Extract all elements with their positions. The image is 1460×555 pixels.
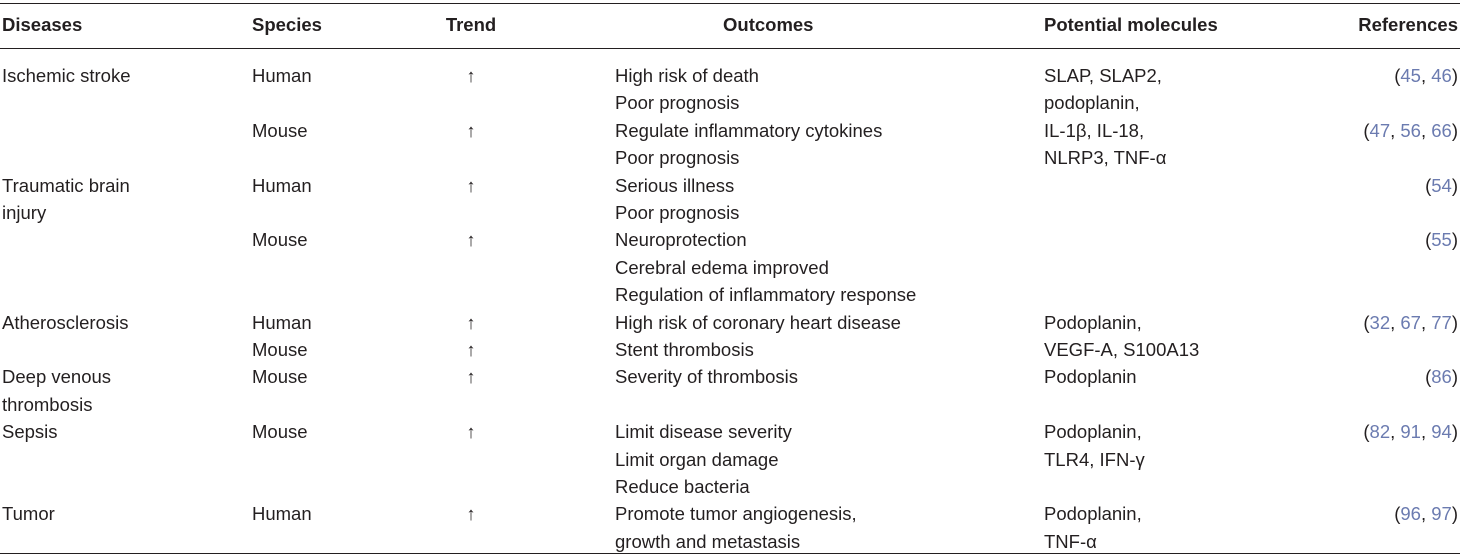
molecule-line: SLAP, SLAP2,	[1044, 65, 1162, 86]
disease-line: injury	[2, 202, 47, 223]
outcome-line: Regulate inflammatory cytokines	[615, 119, 883, 141]
molecule-line: IL-1β, IL-18,	[1044, 119, 1145, 141]
disease-cell	[2, 363, 111, 418]
reference-link[interactable]: 96	[1400, 503, 1421, 525]
reference-link[interactable]: 54	[1431, 174, 1452, 196]
outcomes-cell	[615, 336, 754, 363]
outcome-line: Limit disease severity	[615, 421, 792, 443]
species-cell: Human	[252, 174, 312, 196]
molecule-line: TLR4, IFN-γ	[1044, 448, 1145, 470]
trend-up-arrow-icon: ↑	[466, 311, 476, 333]
header-outcomes: Outcomes	[723, 14, 814, 35]
reference-link[interactable]: 91	[1400, 421, 1421, 443]
molecules-cell	[1044, 336, 1199, 363]
species-cell: Mouse	[252, 339, 308, 360]
molecules-cell	[1044, 309, 1142, 336]
trend-up-arrow-icon: ↑	[466, 339, 476, 360]
references-cell: (54)	[1425, 174, 1458, 196]
disease-line: Atherosclerosis	[2, 311, 129, 333]
molecule-line: Podoplanin,	[1044, 503, 1142, 525]
reference-link[interactable]: 56	[1400, 119, 1421, 141]
references-cell: (32, 67, 77)	[1363, 311, 1458, 333]
species-cell: Mouse	[252, 421, 308, 443]
outcome-line: Promote tumor angiogenesis,	[615, 503, 857, 525]
outcome-line: High risk of death	[615, 65, 759, 86]
disease-line: Traumatic brain	[2, 174, 130, 196]
references-cell: (96, 97)	[1394, 503, 1458, 525]
species-cell: Human	[252, 503, 312, 525]
reference-link[interactable]: 82	[1369, 421, 1391, 443]
reference-link[interactable]: 45	[1400, 65, 1421, 86]
disease-line: Ischemic stroke	[2, 65, 131, 86]
table-top-rule	[0, 3, 1460, 4]
outcomes-cell	[615, 500, 857, 555]
disease-line: thrombosis	[2, 393, 93, 415]
outcome-line: Limit organ damage	[615, 448, 779, 470]
molecule-line: Podoplanin	[1044, 366, 1137, 388]
outcomes-cell	[615, 226, 916, 308]
disease-line: Tumor	[2, 503, 55, 525]
references-cell: (82, 91, 94)	[1363, 421, 1458, 443]
species-cell: Human	[252, 65, 312, 86]
disease-cell	[2, 500, 55, 527]
outcome-line: Poor prognosis	[615, 147, 740, 169]
outcomes-cell	[615, 309, 901, 336]
table-bottom-rule	[0, 553, 1460, 554]
references-cell: (86)	[1425, 366, 1458, 388]
molecules-cell	[1044, 500, 1142, 555]
reference-link[interactable]: 97	[1431, 503, 1452, 525]
molecules-cell	[1044, 363, 1137, 390]
species-cell: Human	[252, 311, 312, 333]
header-trend-label: Trend	[445, 14, 497, 35]
reference-link[interactable]: 94	[1431, 421, 1452, 443]
disease-cell	[2, 172, 130, 227]
disease-cell	[2, 309, 128, 336]
outcome-line: Cerebral edema improved	[615, 256, 829, 278]
outcome-line: High risk of coronary heart disease	[615, 311, 901, 333]
disease-cell	[2, 62, 131, 89]
species-cell: Mouse	[252, 119, 308, 141]
outcomes-cell	[615, 172, 739, 227]
outcome-line: Serious illness	[615, 174, 735, 196]
outcomes-cell	[615, 62, 759, 117]
reference-link[interactable]: 32	[1369, 311, 1391, 333]
reference-link[interactable]: 77	[1431, 311, 1452, 333]
molecule-line: Podoplanin,	[1044, 311, 1142, 333]
outcome-line: Severity of thrombosis	[615, 366, 799, 388]
molecule-line: NLRP3, TNF-α	[1044, 147, 1167, 169]
outcome-line: Reduce bacteria	[615, 476, 750, 497]
reference-link[interactable]: 47	[1369, 119, 1391, 141]
outcome-line: Poor prognosis	[615, 202, 740, 223]
outcome-line: Regulation of inflammatory response	[615, 284, 917, 306]
references-cell: (47, 56, 66)	[1363, 119, 1458, 141]
molecule-line: VEGF-A, S100A13	[1044, 339, 1200, 360]
molecules-cell	[1044, 418, 1145, 473]
disease-line: Deep venous	[2, 366, 112, 388]
references-cell: (45, 46)	[1394, 65, 1458, 86]
header-potential-molecules: Potential molecules	[1044, 14, 1218, 35]
reference-link[interactable]: 46	[1431, 65, 1452, 86]
trend-up-arrow-icon: ↑	[466, 421, 476, 443]
reference-link[interactable]: 55	[1431, 229, 1452, 251]
trend-up-arrow-icon: ↑	[466, 174, 476, 196]
header-species: Species	[252, 14, 322, 35]
trend-up-arrow-icon: ↑	[466, 119, 476, 141]
molecule-line: TNF-α	[1044, 530, 1097, 552]
trend-up-arrow-icon: ↑	[466, 366, 476, 388]
reference-link[interactable]: 66	[1431, 119, 1452, 141]
table-header-rule	[0, 48, 1460, 49]
outcomes-cell	[615, 363, 798, 390]
outcome-line: Neuroprotection	[615, 229, 747, 251]
header-references: References	[1358, 14, 1458, 35]
outcome-line: growth and metastasis	[615, 530, 801, 552]
molecules-cell	[1044, 62, 1162, 117]
outcomes-cell	[615, 117, 882, 172]
outcome-line: Poor prognosis	[615, 92, 740, 114]
trend-up-arrow-icon: ↑	[466, 65, 476, 86]
header-diseases: Diseases	[2, 14, 83, 35]
molecules-cell	[1044, 117, 1166, 172]
disease-cell	[2, 418, 58, 445]
molecule-line: Podoplanin,	[1044, 421, 1142, 443]
disease-line: Sepsis	[2, 421, 58, 443]
references-cell: (55)	[1425, 229, 1458, 251]
trend-up-arrow-icon: ↑	[466, 503, 476, 525]
reference-link[interactable]: 67	[1400, 311, 1421, 333]
outcome-line: Stent thrombosis	[615, 339, 754, 360]
reference-link[interactable]: 86	[1431, 366, 1452, 388]
outcomes-cell	[615, 418, 792, 500]
species-cell: Mouse	[252, 229, 308, 251]
trend-up-arrow-icon: ↑	[466, 229, 476, 251]
molecule-line: podoplanin,	[1044, 92, 1140, 114]
species-cell: Mouse	[252, 366, 308, 388]
